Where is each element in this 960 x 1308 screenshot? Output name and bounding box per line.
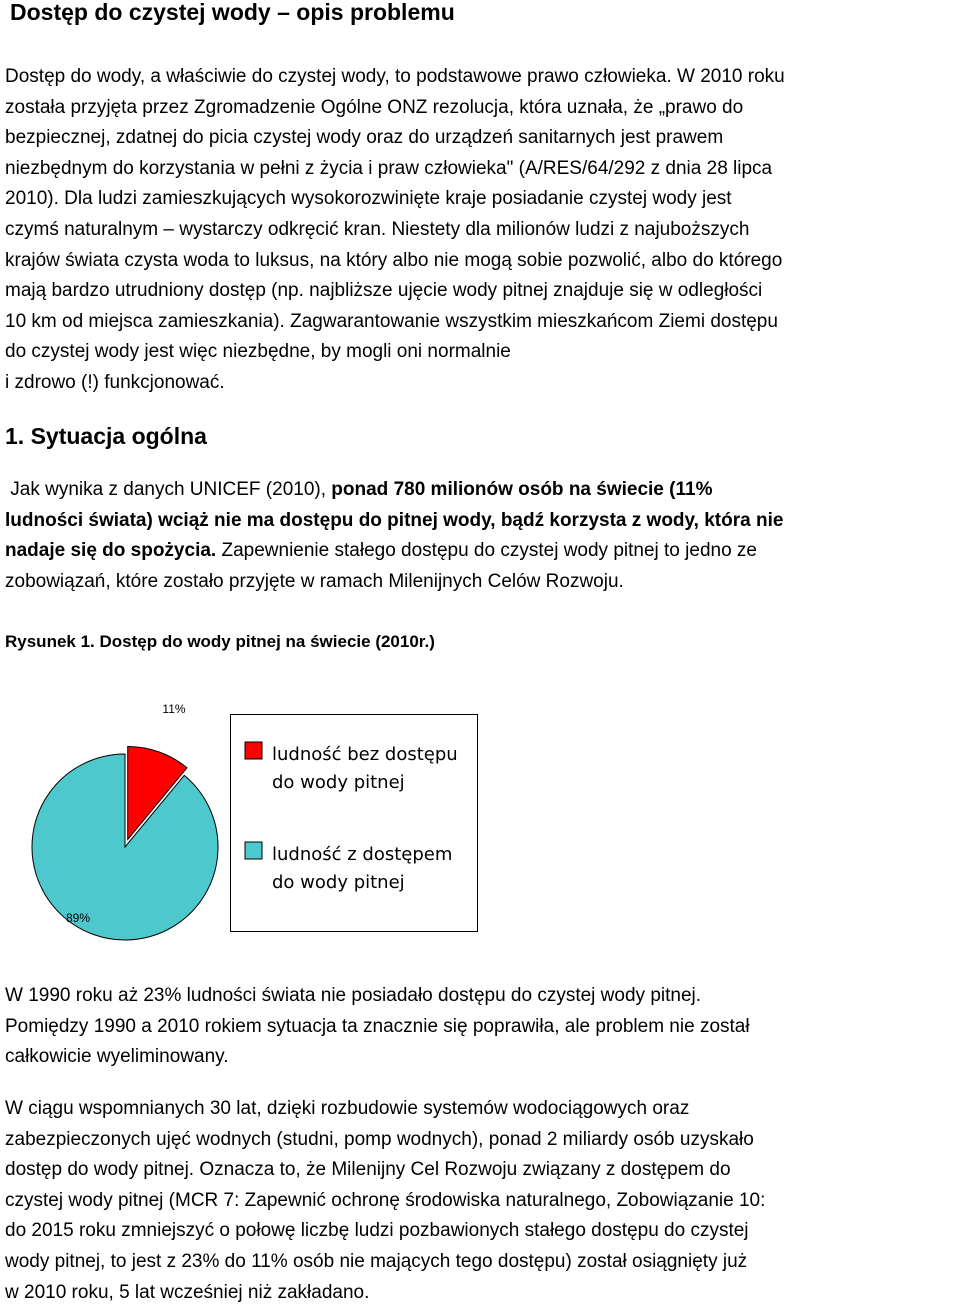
text-line: została przyjęta przez Zgromadzenie Ogólne ONZ rezolucja, która uznała, że „prawo do — [5, 96, 744, 118]
text-line: czymś naturalnym – wystarczy odkręcić kran. Niestety dla milionów ludzi z najuboższych — [5, 218, 750, 240]
text-bold: ponad 780 milionów osób na świecie (11% — [331, 479, 713, 500]
figure-caption: Rysunek 1. Dostęp do wody pitnej na świecie (2010r.) — [5, 632, 435, 651]
text-line: całkowicie wyeliminowany. — [5, 1046, 229, 1068]
text-line: Dostęp do wody, a właściwie do czystej wody, to podstawowe prawo człowieka. W 2010 roku — [5, 66, 785, 87]
section-heading: 1. Sytuacja ogólna — [5, 423, 207, 449]
legend-swatch — [245, 742, 262, 759]
text-line: bezpiecznej, zdatnej do picia czystej wody oraz do urządzeń sanitarnych jest prawem — [5, 127, 724, 149]
text-normal: Zapewnienie stałego dostępu do czystej wody pitnej to jedno ze — [216, 540, 757, 562]
text-line: zobowiązań, które zostało przyjęte w ramach Milenijnych Celów Rozwoju. — [5, 570, 624, 592]
text-bold: nadaje się do spożycia. — [5, 540, 217, 562]
legend-label: ludność bez dostępu — [272, 744, 458, 765]
text-line: dostęp do wody pitnej. Oznacza to, że Milenijny Cel Rozwoju związany z dostępem do — [5, 1159, 731, 1181]
text-line: czystej wody pitnej (MCR 7: Zapewnić ochronę środowiska naturalnego, Zobowiązanie 10: — [5, 1189, 766, 1211]
slice-value-label: 89% — [65, 911, 91, 925]
text-line: w 2010 roku, 5 lat wcześniej niż zakładano. — [5, 1281, 370, 1303]
pie-slice — [32, 754, 218, 940]
text-line: wody pitnej, to jest z 23% do 11% osób nie mających tego dostępu) został osiągnięty już — [5, 1250, 748, 1272]
text-line: niezbędnym do korzystania w pełni z życia i praw człowieka" (A/RES/64/292 z dnia 28 lipca — [5, 157, 773, 179]
legend-label: ludność z dostępem — [272, 844, 453, 865]
legend-label: do wody pitnej — [272, 872, 405, 893]
text-line: W 1990 roku aż 23% ludności świata nie posiadało dostępu do czystej wody pitnej. — [5, 985, 702, 1006]
slice-value-label: 11% — [162, 702, 186, 716]
text-line: do czystej wody jest więc niezbędne, by mogli oni normalnie — [5, 341, 511, 363]
text-line: zabezpieczonych ujęć wodnych (studni, pomp wodnych), ponad 2 miliardy osób uzyskało — [5, 1128, 754, 1150]
text-line: 2010). Dla ludzi zamieszkujących wysokorozwinięte kraje posiadanie czystej wody jest — [5, 188, 732, 210]
text-normal: Jak wynika z danych UNICEF (2010), — [5, 479, 332, 500]
text-bold: ludności świata) wciąż nie ma dostępu do pitnej wody, bądź korzysta z wody, która nie — [5, 509, 784, 531]
text-line: mają bardzo utrudniony dostęp (np. najbliższe ujęcie wody pitnej znajduje się w odległości — [5, 280, 763, 302]
paragraph-1990 — [5, 981, 955, 1073]
text-line: do 2015 roku zmniejszyć o połowę liczbę ludzi pozbawionych stałego dostępu do czystej — [5, 1220, 749, 1242]
paragraph-30-years — [5, 1094, 955, 1308]
legend-label: do wody pitnej — [272, 772, 405, 793]
document-title: Dostęp do czystej wody – opis problemu — [10, 0, 455, 25]
text-line: Pomiędzy 1990 a 2010 rokiem sytuacja ta znacznie się poprawiła, ale problem nie został — [5, 1015, 750, 1037]
legend-swatch — [245, 842, 262, 859]
text-line: 10 km od miejsca zamieszkania). Zagwarantowanie wszystkim mieszkańcom Ziemi dostępu — [5, 310, 778, 332]
text-line: i zdrowo (!) funkcjonować. — [5, 371, 225, 393]
text-line: krajów świata czysta woda to luksus, na który albo nie mogą sobie pozwolić, albo do którego — [5, 249, 783, 271]
text-line: W ciągu wspomnianych 30 lat, dzięki rozbudowie systemów wodociągowych oraz — [5, 1098, 690, 1119]
